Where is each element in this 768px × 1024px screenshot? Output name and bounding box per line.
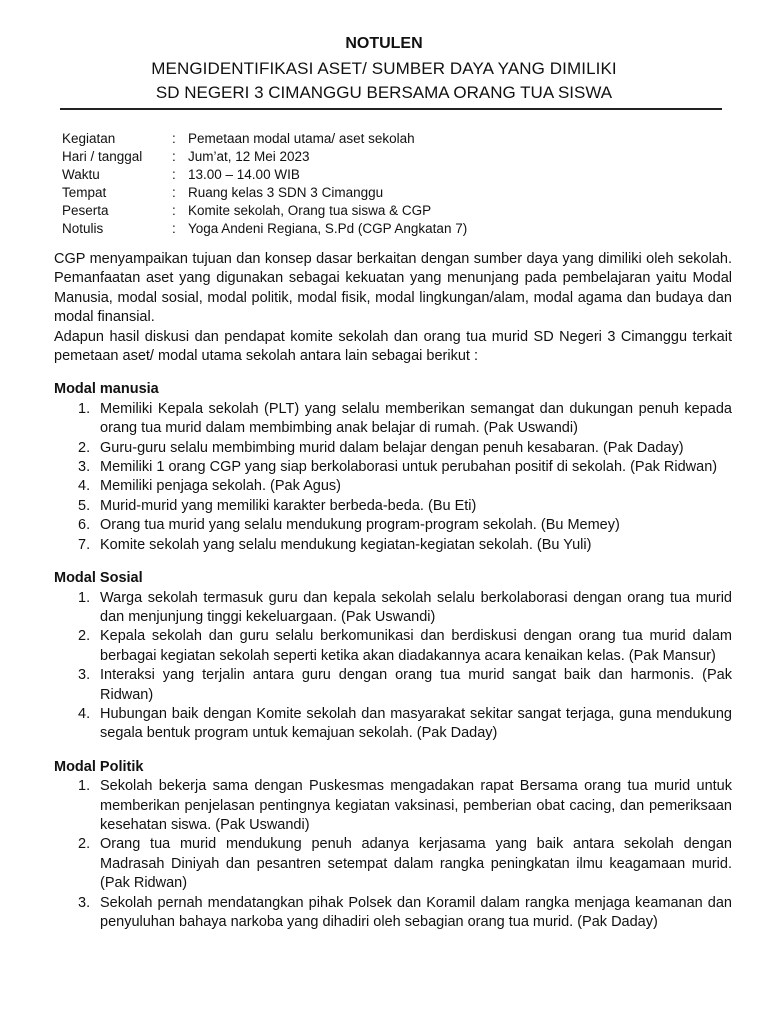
- list-item-text: Sekolah bekerja sama dengan Puskesmas mengadakan rapat Bersama orang tua murid untuk memberikan penjelasan pentingnya kegiatan vaksinasi, pemberian obat cacing, dan pemeriksaan kesehatan siswa. (Pak Uswandi): [100, 778, 732, 833]
- list-item: [54, 477, 732, 496]
- meta-value: 13.00 – 14.00 WIB: [188, 167, 300, 182]
- list-item-text: Orang tua murid yang selalu mendukung program-program sekolah. (Bu Memey): [100, 517, 620, 534]
- document-subtitle-1: MENGIDENTIFIKASI ASET/ SUMBER DAYA YANG DIMILIKI: [151, 59, 617, 78]
- list-item-text: Sekolah pernah mendatangkan pihak Polsek dan Koramil dalam rangka menjaga keamanan dan penyuluhan bahaya narkoba yang dihadiri oleh sebagian orang tua murid. (Pak Daday): [100, 894, 732, 930]
- list-item: [54, 400, 732, 439]
- meta-value: Komite sekolah, Orang tua siswa & CGP: [188, 203, 432, 218]
- meta-colon: :: [172, 221, 176, 236]
- list-item-text: Guru-guru selalu membimbing murid dalam belajar dengan penuh kesabaran. (Pak Daday): [100, 439, 684, 456]
- meta-row: [62, 166, 708, 184]
- list-item-number: 2.: [78, 439, 91, 456]
- meta-label: Kegiatan: [62, 131, 116, 146]
- list-item: [54, 516, 732, 535]
- list-item: [54, 627, 732, 666]
- meta-row: [62, 130, 708, 148]
- meta-value: Ruang kelas 3 SDN 3 Cimanggu: [188, 185, 384, 200]
- list-item: [54, 666, 732, 705]
- meta-colon: :: [172, 203, 176, 218]
- meta-colon: :: [172, 167, 176, 182]
- list-item: [54, 536, 732, 555]
- list-item-number: 1.: [78, 778, 91, 795]
- header-divider: [60, 108, 722, 110]
- meta-row: [62, 220, 708, 238]
- section-heading: Modal Politik: [54, 758, 144, 775]
- section-heading: Modal manusia: [54, 381, 159, 398]
- meta-label: Waktu: [62, 167, 100, 182]
- document-title: NOTULEN: [345, 35, 423, 52]
- document-subtitle-2: SD NEGERI 3 CIMANGGU BERSAMA ORANG TUA SISWA: [155, 83, 613, 102]
- list-item-number: 5.: [78, 497, 91, 514]
- list-item-number: 3.: [78, 894, 91, 911]
- sections-container: [54, 380, 732, 932]
- meta-colon: :: [172, 149, 176, 164]
- list-item-number: 2.: [78, 628, 91, 645]
- list-item-text: Orang tua murid mendukung penuh adanya kerjasama yang baik antara sekolah dengan Madrasah Diniyah dan pesantren setempat dalam rangka peningkatan ilmu keagamaan murid. (Pak Ridwan): [100, 836, 732, 892]
- meta-label: Notulis: [62, 221, 104, 236]
- list-item-number: 1.: [78, 400, 91, 417]
- intro-paragraph-2: Adapun hasil diskusi dan pendapat komite sekolah dan orang tua murid SD Negeri 3 Cimanggu terkait pemetaan aset/ modal utama sekolah antara lain sebagai berikut :: [54, 328, 732, 365]
- meta-colon: :: [172, 185, 176, 200]
- list-item-number: 4.: [78, 478, 91, 495]
- list-item-text: Murid-murid yang memiliki karakter berbeda-beda. (Bu Eti): [100, 497, 477, 514]
- list-item: [54, 439, 732, 458]
- list-item-text: Memiliki Kepala sekolah (PLT) yang selalu memberikan semangat dan dukungan penuh kepada orang tua murid dalam membimbing anak belajar di rumah. (Pak Uswandi): [100, 400, 732, 437]
- section-list: [54, 777, 732, 932]
- list-item: [54, 458, 732, 477]
- meta-row: [62, 202, 708, 220]
- list-item-text: Memiliki 1 orang CGP yang siap berkolaborasi untuk perubahan positif di sekolah. (Pak Ridwan): [100, 459, 718, 476]
- section-list: [54, 400, 732, 555]
- meeting-info: [62, 130, 708, 238]
- list-item-text: Hubungan baik dengan Komite sekolah dan masyarakat sekitar sangat terjaga, guna mendukung segala bentuk program untuk kemajuan sekolah. (Pak Daday): [100, 705, 732, 742]
- list-item: [54, 777, 732, 835]
- meta-label: Tempat: [62, 185, 107, 200]
- list-item: [54, 705, 732, 744]
- list-item-number: 3.: [78, 667, 91, 684]
- list-item-text: Interaksi yang terjalin antara guru dengan orang tua murid sangat baik dan harmonis. (Pak Ridwan): [100, 667, 732, 703]
- list-item-number: 2.: [78, 836, 91, 853]
- list-item-text: Warga sekolah termasuk guru dan kepala sekolah selalu berkolaborasi dengan orang tua murid dan menjunjung tinggi kekeluargaan. (Pak Uswandi): [100, 589, 732, 625]
- list-item: [54, 589, 732, 628]
- list-item-text: Komite sekolah yang selalu mendukung kegiatan-kegiatan sekolah. (Bu Yuli): [100, 536, 592, 553]
- list-item-number: 1.: [78, 589, 91, 606]
- section-heading: Modal Sosial: [54, 570, 143, 587]
- meta-value: Pemetaan modal utama/ aset sekolah: [188, 131, 415, 146]
- section-list: [54, 589, 732, 744]
- meta-value: Yoga Andeni Regiana, S.Pd (CGP Angkatan 7): [188, 221, 468, 236]
- meta-colon: :: [172, 131, 176, 146]
- meta-value: Jum’at, 12 Mei 2023: [188, 149, 310, 164]
- list-item: [54, 835, 732, 893]
- list-item-number: 6.: [78, 517, 91, 534]
- meta-label: Hari / tanggal: [62, 149, 143, 164]
- list-item-number: 3.: [78, 459, 91, 476]
- list-item-text: Kepala sekolah dan guru selalu berkomunikasi dan berdiskusi dengan orang tua murid dalam berbagai kegiatan sekolah seperti ketika akan diadakannya acara kenaikan kelas. (Pak Mansur): [100, 628, 732, 664]
- minutes-body: [54, 250, 732, 932]
- list-item: [54, 497, 732, 516]
- list-item-text: Memiliki penjaga sekolah. (Pak Agus): [100, 478, 341, 495]
- list-item-number: 7.: [78, 536, 91, 553]
- intro-paragraph-1: CGP menyampaikan tujuan dan konsep dasar berkaitan dengan sumber daya yang dimiliki oleh sekolah. Pemanfaatan aset yang digunakan sebagai kekuatan yang menunjang pada pembelajaran yaitu Modal Manusia, modal sosial, modal politik, modal fisik, modal lingkungan/alam, modal agama dan budaya dan modal finansial.: [54, 251, 732, 326]
- list-item-number: 4.: [78, 705, 91, 722]
- meta-row: [62, 184, 708, 202]
- list-item: [54, 894, 732, 933]
- meta-row: [62, 148, 708, 166]
- meta-label: Peserta: [62, 203, 109, 218]
